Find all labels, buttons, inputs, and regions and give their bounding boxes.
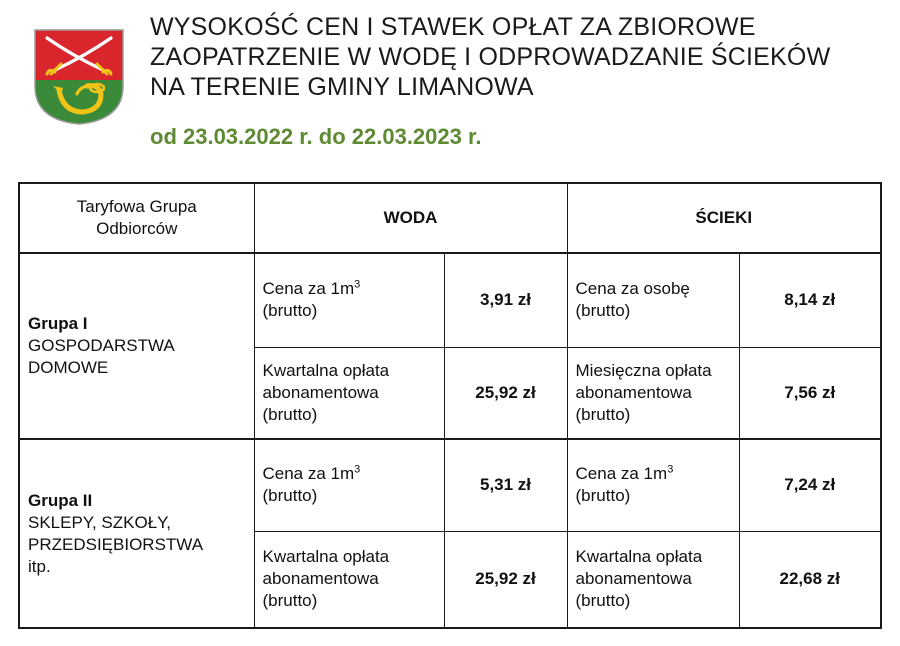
group-2-row-1-sewage-desc: Cena za $1m^3$ (brutto) [567,439,739,531]
group-1-row-2-water-price: 25,92 zł [444,347,567,439]
group-2-row-2-sewage-price: 22,68 zł [739,531,881,628]
group-1-row-1-water-price: 3,91 zł [444,253,567,347]
group-2-row-1-water-desc: Cena za $1m^3$ (brutto) [254,439,444,531]
group-1-cell [19,253,254,439]
shield-bottom [33,80,125,126]
header-customer-group: Taryfowa Grupa Odbiorców [19,183,254,253]
group-2-cell [19,439,254,628]
group-1-row-2-sewage-desc: Miesięczna opłata abonamentowa (brutto) [567,347,739,439]
group-2-row-1-water-price: 5,31 zł [444,439,567,531]
coat-of-arms-logo [33,28,125,126]
page-title [150,12,895,102]
group-2-description: SKLEPY, SZKOŁY, PRZEDSIĘBIORSTWA itp. [28,512,204,576]
group-1-row-1-water-desc: Cena za $1m^3$ (brutto) [254,253,444,347]
table-row [19,253,881,347]
title-line-2: ZAOPATRZENIE W WODĘ I ODPROWADZANIE ŚCIEKÓW [150,43,831,71]
group-1-description: GOSPODARSTWA DOMOWE [28,336,175,377]
title-line-1: WYSOKOŚĆ CEN I STAWEK OPŁAT ZA ZBIOROWE [150,13,756,41]
group-2-row-2-sewage-desc: Kwartalna opłata abonamentowa (brutto) [567,531,739,628]
group-1-title: Grupa I [28,314,88,333]
validity-date-range: od 23.03.2022 r. do 22.03.2023 r. [150,124,482,149]
group-1-row-1-sewage-desc: Cena za osobę (brutto) [567,253,739,347]
group-1-row-2-water-desc: Kwartalna opłata abonamentowa (brutto) [254,347,444,439]
group-2-row-2-water-price: 25,92 zł [444,531,567,628]
table-header-row [19,183,881,253]
group-2-title: Grupa II [28,490,93,510]
group-1-row-1-sewage-price: 8,14 zł [739,253,881,347]
title-line-3: NA TERENIE GMINY LIMANOWA [150,73,534,101]
group-1-row-2-sewage-price: 7,56 zł [739,347,881,439]
header-sewage: ŚCIEKI [567,183,881,253]
tariff-table [18,182,882,629]
header-water: WODA [254,183,567,253]
table-row [19,439,881,531]
group-2-row-1-sewage-price: 7,24 zł [739,439,881,531]
group-2-row-2-water-desc: Kwartalna opłata abonamentowa (brutto) [254,531,444,628]
